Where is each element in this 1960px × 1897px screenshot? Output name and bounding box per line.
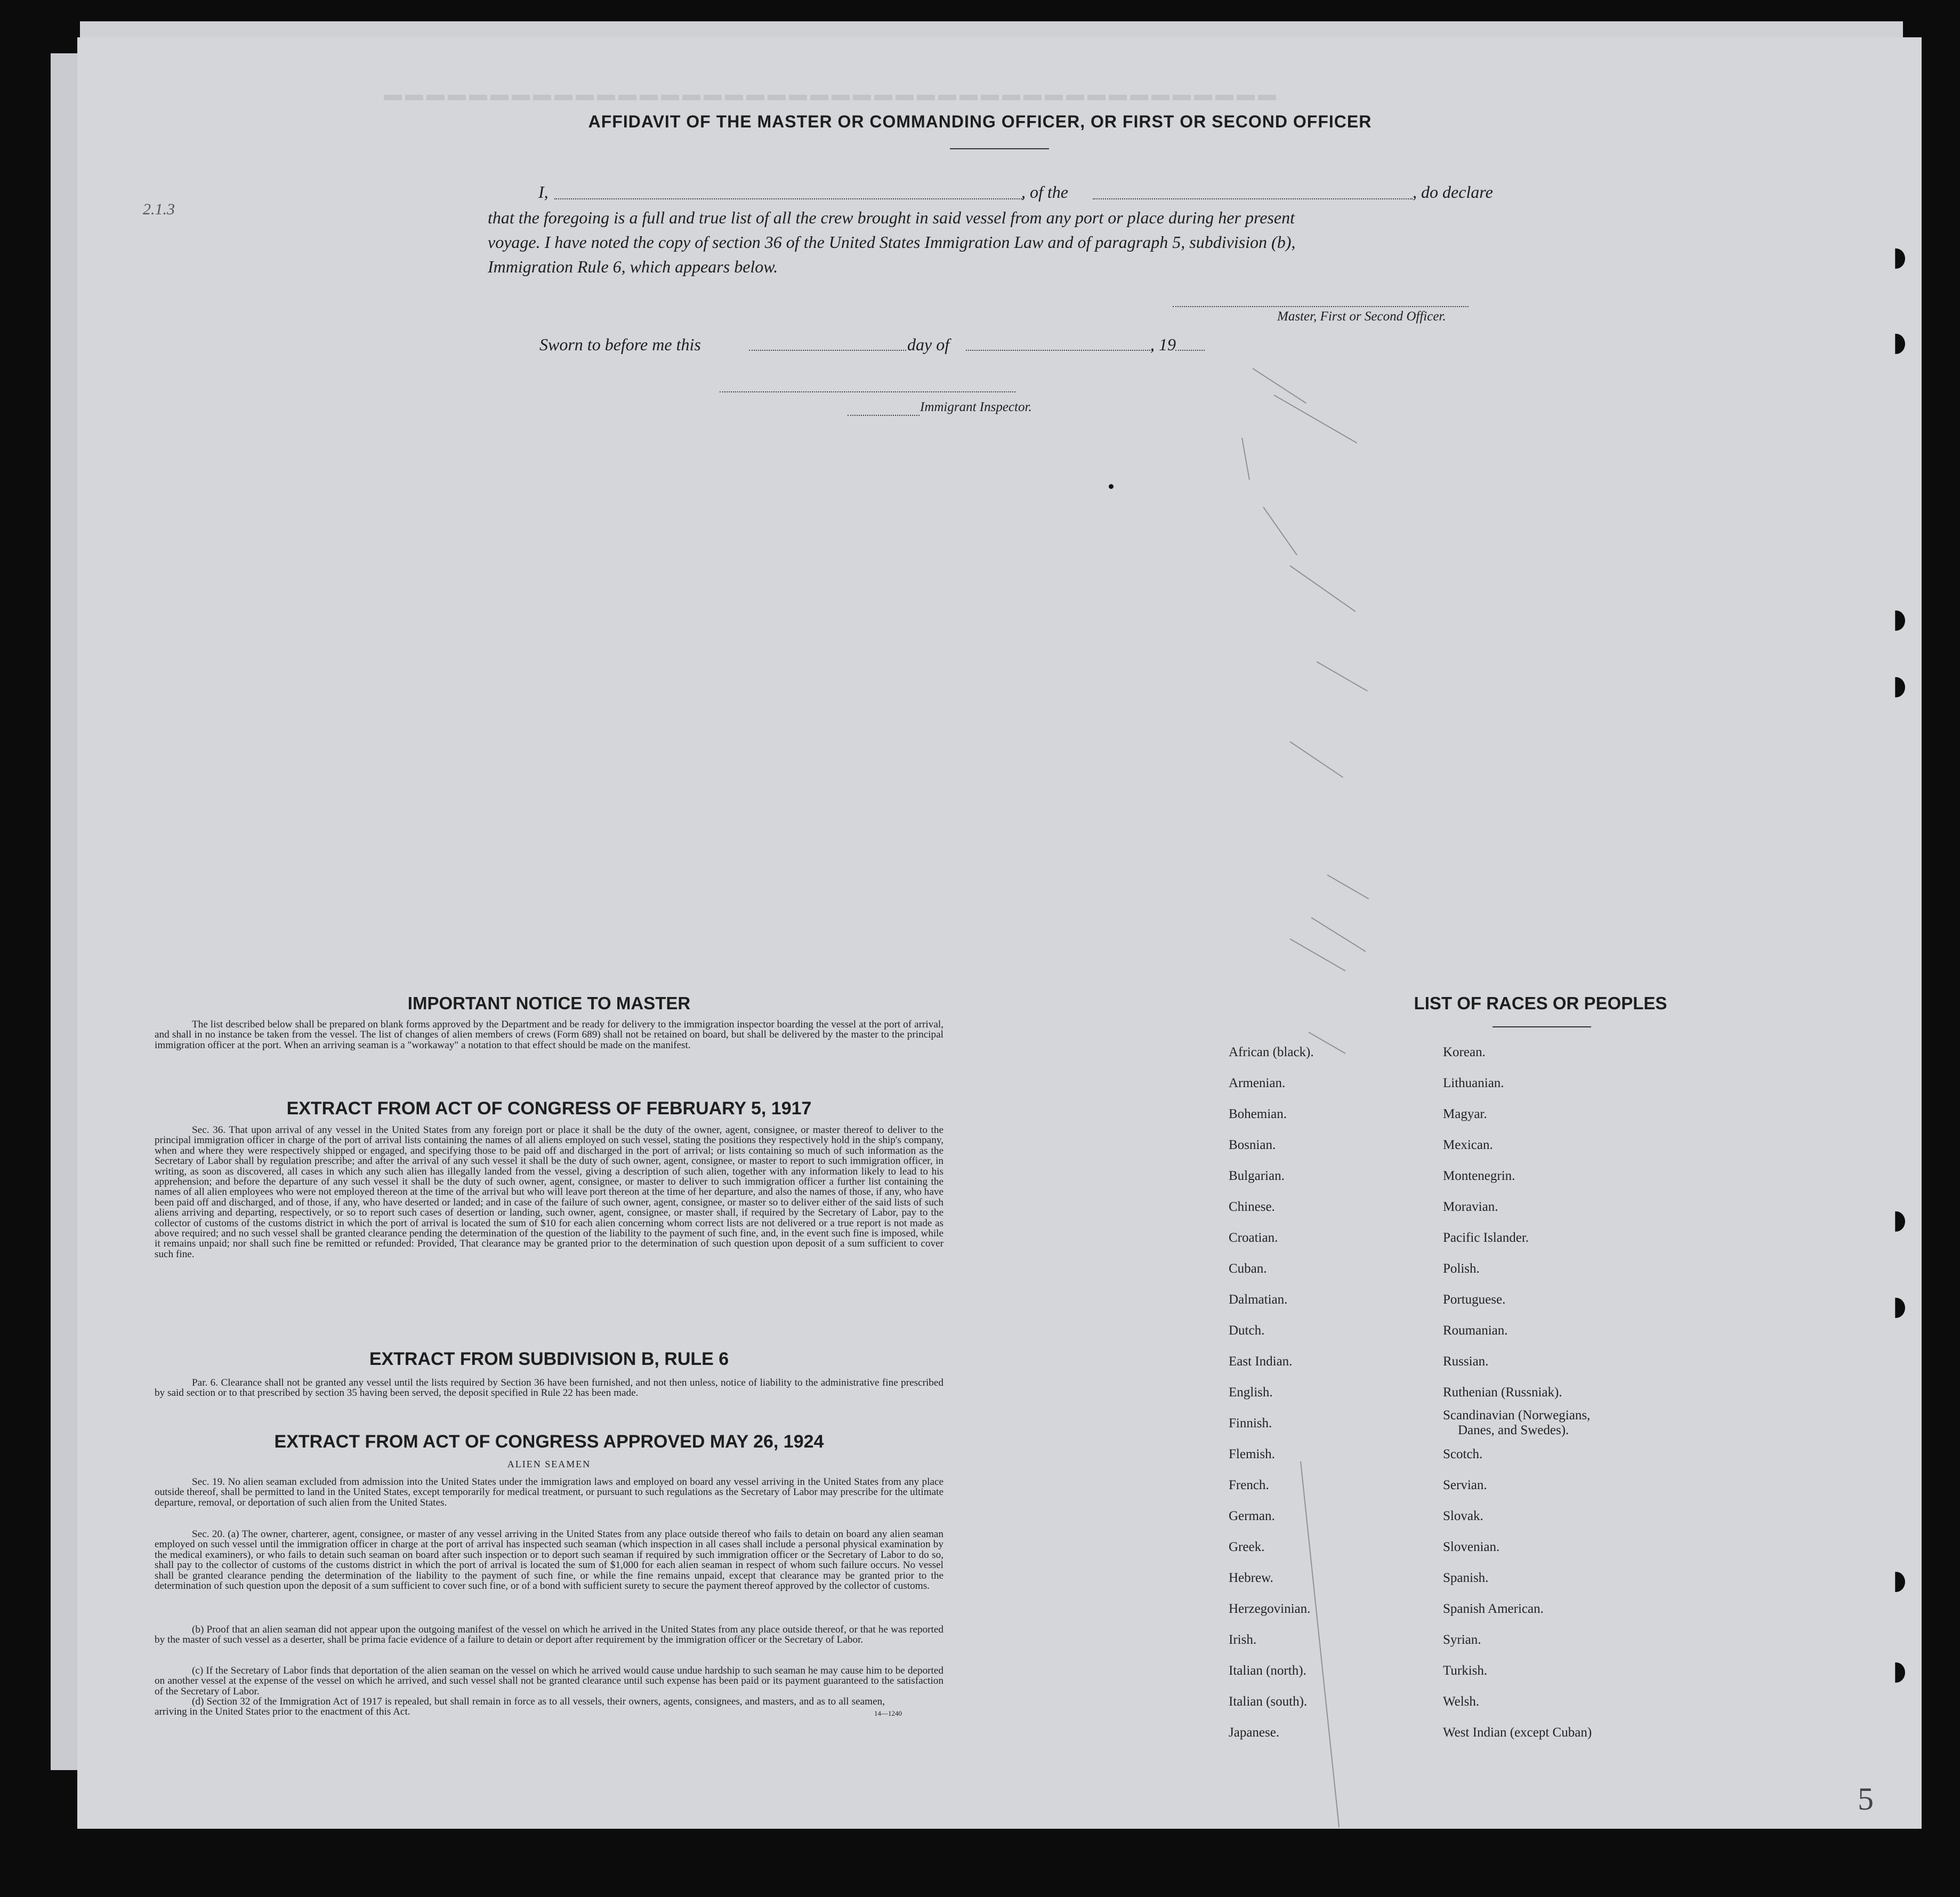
race-item: West Indian (except Cuban): [1443, 1725, 1592, 1740]
race-item: Magyar.: [1443, 1107, 1487, 1121]
margin-number: 2.1.3: [143, 200, 175, 218]
race-item: Welsh.: [1443, 1694, 1480, 1709]
race-item: Japanese.: [1229, 1725, 1280, 1740]
race-item: Portuguese.: [1443, 1292, 1506, 1307]
act-1924-title: EXTRACT FROM ACT OF CONGRESS APPROVED MAY 26, 1924: [274, 1432, 824, 1452]
race-item: Spanish.: [1443, 1571, 1489, 1585]
act-1917-body: Sec. 36. That upon arrival of any vessel in the United States from any foreign port or place it shall be the duty of the owner, agent, consignee, or master thereof to deliver to the principal immigration officer in charge of the port of arrival lists containing the names of all aliens employed on such vessel, stating the positions they respectively hold in the ship's company, when and where they were respectively shipped or engaged, and specifying those to be paid off and discharged in the port of arrival; or lists containing so much of such information as the Secretary of Labor shall by regulation prescribe; and after the arrival of any such vessel it shall be the duty of such owner, agent, consignee, or master to report to such immigration officer, in writing, as soon as discovered, all cases in which any such alien has illegally landed from the vessel, giving a description of such alien, together with any information likely to lead to his apprehension; and before the departure of any such vessel it shall be the duty of such owner, agent, consignee, or master to deliver to such immigration officer a further list containing the names of all alien employees who were not employed thereon at the time of the arrival but who will leave port thereon at the time of her departure, and also the names of those, if any, who have been paid off and discharged, and of those, if any, who have deserted or landed; and in case of the failure of such owner, agent, consignee, or master so to deliver either of the said lists of such aliens arriving and departing, respectively, or so to report such cases of desertion or landing, such owner, agent, consignee, or master shall, if required by the Secretary of Labor, pay to the collector of customs of the customs district in which the port of arrival is located the sum of $10 for each alien concerning whom correct lists are not delivered or a true report is not made as above required; and no such vessel shall be granted clearance pending the determination of the question of the liability to the payment of such fine, and, in the event such fine is imposed, while it remains unpaid; nor shall such fine be remitted or refunded: Provided, That clearance may be granted prior to the determination of such question upon deposit of a sum sufficient to cover such fine.: [155, 1124, 943, 1260]
vessel-blank[interactable]: [1093, 198, 1413, 199]
race-item: Russian.: [1443, 1354, 1489, 1369]
bleed-through-heading: ▬▬▬▬▬▬▬▬▬▬▬▬▬▬▬▬▬▬▬▬▬▬▬▬▬▬▬▬▬▬▬▬▬▬▬▬▬▬▬▬▬▬: [384, 84, 1279, 105]
race-item: Slovenian.: [1443, 1540, 1500, 1554]
sworn-month-blank[interactable]: [966, 350, 1152, 351]
affidavit-of-the: , of the: [1021, 182, 1068, 202]
race-item: French.: [1229, 1478, 1269, 1492]
form-number: 14—1240: [874, 1709, 902, 1717]
race-item: Lithuanian.: [1443, 1076, 1504, 1090]
name-blank[interactable]: [554, 198, 1023, 199]
affidavit-line-2: that the foregoing is a full and true list of all the crew brought in said vessel from any port or place during her present: [488, 208, 1295, 227]
race-item: Moravian.: [1443, 1200, 1498, 1214]
race-item-continued: Danes, and Swedes).: [1458, 1423, 1569, 1437]
race-item: Hebrew.: [1229, 1571, 1273, 1585]
sworn-label: Sworn to before me this: [539, 335, 701, 354]
race-item: Roumanian.: [1443, 1323, 1508, 1338]
affidavit-title: AFFIDAVIT OF THE MASTER OR COMMANDING OFFICER, OR FIRST OR SECOND OFFICER: [588, 112, 1372, 131]
race-item: Servian.: [1443, 1478, 1487, 1492]
race-item: Italian (south).: [1229, 1694, 1308, 1709]
act-1924-subtitle: ALIEN SEAMEN: [507, 1459, 591, 1469]
race-item: Herzegovinian.: [1229, 1602, 1311, 1616]
race-item: Cuban.: [1229, 1261, 1267, 1276]
race-item: Scandinavian (Norwegians,: [1443, 1408, 1591, 1422]
day-of-label: day of: [907, 335, 950, 354]
master-signature-label: Master, First or Second Officer.: [1277, 309, 1446, 324]
ink-dot: [1109, 484, 1114, 489]
race-item: Syrian.: [1443, 1633, 1481, 1647]
race-item: Korean.: [1443, 1045, 1486, 1059]
race-item: English.: [1229, 1385, 1273, 1400]
act-1924-sec-20c: (c) If the Secretary of Labor finds that deportation of the alien seaman on the vessel on which he arrived would cause undue hardship to such seaman he may cause him to be deported on another vessel at the expense of the vessel on which he arrived, and such vessel shall not be granted clearance until such expense has been paid or its payment guaranteed to the satisfaction of the Secretary of Labor.: [155, 1665, 943, 1697]
race-item: Slovak.: [1443, 1509, 1483, 1523]
race-item: East Indian.: [1229, 1354, 1293, 1369]
sworn-day-blank[interactable]: [749, 350, 906, 351]
affidavit-line-4: Immigration Rule 6, which appears below.: [488, 257, 778, 276]
race-item-scandinavian: [1443, 1408, 1592, 1439]
race-item: Bosnian.: [1229, 1138, 1276, 1152]
race-item: Polish.: [1443, 1261, 1480, 1276]
race-item: Dalmatian.: [1229, 1292, 1288, 1307]
races-left-column: [1229, 1037, 1314, 1748]
race-item: Greek.: [1229, 1540, 1265, 1554]
race-item: Mexican.: [1443, 1138, 1493, 1152]
races-title: LIST OF RACES OR PEOPLES: [1414, 993, 1667, 1013]
race-item: German.: [1229, 1509, 1275, 1523]
race-item: Bulgarian.: [1229, 1169, 1285, 1183]
year-label: , 19: [1150, 335, 1176, 354]
title-underline: [950, 148, 1049, 149]
affidavit-declare: , do declare: [1413, 182, 1493, 202]
rule-6-title: EXTRACT FROM SUBDIVISION B, RULE 6: [369, 1349, 729, 1369]
race-item: Flemish.: [1229, 1447, 1275, 1461]
race-item: Scotch.: [1443, 1447, 1483, 1461]
race-item: Armenian.: [1229, 1076, 1286, 1090]
sworn-year-blank[interactable]: [1175, 350, 1205, 351]
master-signature-line[interactable]: [1173, 306, 1469, 307]
race-item: Bohemian.: [1229, 1107, 1287, 1121]
act-1924-sec-20b: (b) Proof that an alien seaman did not appear upon the outgoing manifest of the vessel on which he arrived in the United States from any place outside thereof, or that he was reported by the master of such vessel as a deserter, shall be prima facie evidence of a failure to detain or deport after requirement by the immigration officer or the Secretary of Labor.: [155, 1624, 943, 1646]
race-item: Italian (north).: [1229, 1663, 1306, 1678]
inspector-signature-line[interactable]: [720, 391, 1015, 392]
race-item: Ruthenian (Russniak).: [1443, 1385, 1562, 1400]
race-item: Croatian.: [1229, 1231, 1278, 1245]
inspector-label: Immigrant Inspector.: [920, 400, 1032, 414]
act-1924-sec-20d: (d) Section 32 of the Immigration Act of 1917 is repealed, but shall remain in force as to all vessels, their owners, agents, consignees, and masters, and as to all seamen, arriving in the United States prior to the enactment of this Act.: [155, 1696, 885, 1718]
race-item: Spanish American.: [1443, 1602, 1544, 1616]
notice-body: The list described below shall be prepared on blank forms approved by the Department and be ready for delivery to the immigration inspector boarding the vessel at the port of arrival, and shall in no instance be taken from the vessel. The list of changes of alien members of crews (Form 689) shall not be retained on board, but shall be delivered by the master to the principal immigration officer at the port. When an arriving seaman is a "workaway" a notation to that effect should be made on the manifest.: [155, 1019, 943, 1051]
race-item: Irish.: [1229, 1633, 1257, 1647]
affidavit-line-3: voyage. I have noted the copy of section 36 of the United States Immigration Law and of paragraph 5, subdivision (b),: [488, 232, 1296, 252]
rule-6-body: Par. 6. Clearance shall not be granted any vessel until the lists required by Section 36 have been furnished, and not then unless, notice of liability to the administrative fine prescribed by said section or to that prescribed by section 35 having been served, the deposit specified in Rule 22 has been made.: [155, 1377, 943, 1399]
races-right-column: [1443, 1037, 1592, 1748]
act-1917-title: EXTRACT FROM ACT OF CONGRESS OF FEBRUARY 5, 1917: [286, 1098, 812, 1119]
margin-check-mark: 5: [1858, 1781, 1874, 1816]
race-item: Turkish.: [1443, 1663, 1488, 1678]
race-item: Finnish.: [1229, 1416, 1272, 1430]
act-1924-sec-19: Sec. 19. No alien seaman excluded from admission into the United States under the immigration laws and employed on board any vessel arriving in the United States from any place outside thereof, shall be permitted to land in the United States, except temporarily for medical treatment, or pursuant to such regulations as the Secretary of Labor may prescribe for the ultimate departure, removal, or deportation of such alien from the United States.: [155, 1476, 943, 1508]
race-item: African (black).: [1229, 1045, 1314, 1059]
act-1924-sec-20a: Sec. 20. (a) The owner, charterer, agent, consignee, or master of any vessel arriving in the United States from any place outside thereof who fails to detain on board any alien seaman employed on such vessel until the immigration officer in charge at the port of arrival has inspected such seaman (which inspection in all cases shall include a personal physical examination by the medical examiners), or who fails to detain such seaman on board after such inspection or to deport such seaman if required by such immigration officer or the Secretary of Labor to do so, shall pay to the collector of customs of the customs district in which the port of arrival is located the sum of $1,000 for each alien seaman in respect of whom such failure occurs. No vessel shall be granted clearance pending the determination of the liability to the payment of such fine, or while the fine remains unpaid, except that clearance may be granted prior to the determination of such question upon the deposit of a sum sufficient to cover such fine, or of a bond with sufficient surety to secure the payment thereof approved by the collector of customs.: [155, 1529, 943, 1592]
race-item: Montenegrin.: [1443, 1169, 1515, 1183]
race-item: Dutch.: [1229, 1323, 1265, 1338]
notice-title: IMPORTANT NOTICE TO MASTER: [407, 993, 691, 1013]
race-item: Pacific Islander.: [1443, 1231, 1529, 1245]
race-item: Chinese.: [1229, 1200, 1275, 1214]
inspector-signature-dash: [848, 415, 919, 416]
affidavit-i: I,: [538, 182, 549, 202]
races-title-underline: [1493, 1026, 1591, 1027]
